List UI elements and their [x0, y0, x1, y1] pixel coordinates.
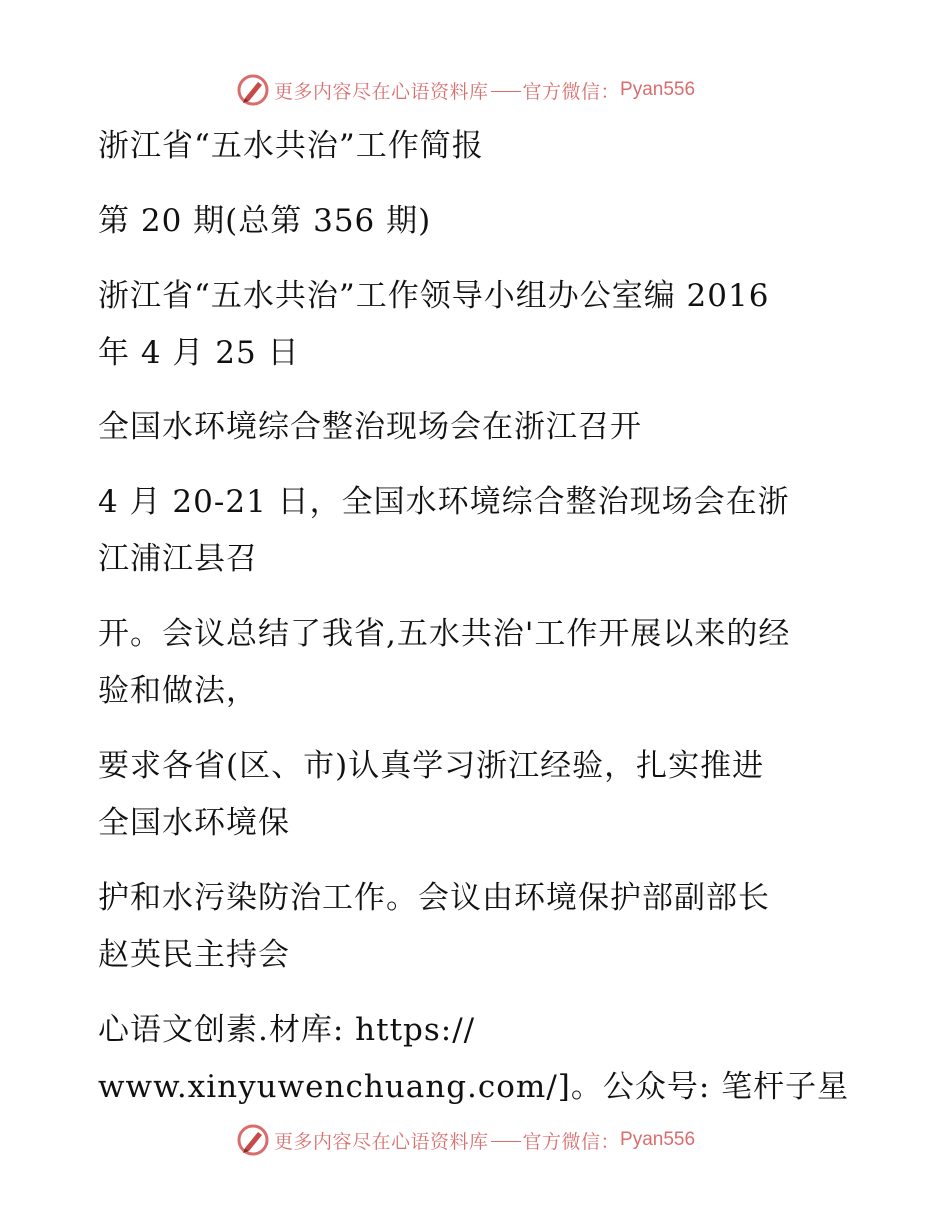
- paragraph-line: 护和水污染防治工作。会议由环境保护部副部长: [98, 880, 770, 916]
- source-url-line: www.xinyuwenchuang.com/]。公众号: 笔杆子星: [98, 1069, 850, 1105]
- issue-number: 第 20 期(总第 356 期): [98, 203, 432, 239]
- watermark-text: 更多内容尽在心语资料库: [274, 80, 489, 103]
- source-line: 心语文创素.材库: https://: [98, 1012, 476, 1048]
- watermark-wechat-id: Pyan556: [620, 79, 696, 100]
- watermark-wechat-id: Pyan556: [620, 1129, 696, 1150]
- watermark-official: 官方微信：: [522, 1130, 621, 1153]
- watermark-footer: [236, 1122, 695, 1158]
- paragraph-line: 全国水环境保: [98, 805, 290, 841]
- watermark-dash: [491, 91, 521, 92]
- paragraph-line: 江浦江县召: [98, 541, 258, 577]
- editor-line: 浙江省“五水共治”工作领导小组办公室编 2016: [98, 278, 770, 314]
- date-line: 年 4 月 25 日: [98, 335, 300, 371]
- paragraph-line: 4 月 20-21 日，全国水环境综合整治现场会在浙: [98, 484, 790, 520]
- watermark-dash: [491, 1141, 521, 1142]
- watermark-header: [236, 72, 695, 108]
- pen-logo-icon: [236, 73, 270, 107]
- watermark-text: 更多内容尽在心语资料库: [274, 1130, 489, 1153]
- document-title: 浙江省“五水共治”工作简报: [98, 128, 484, 164]
- watermark-official: 官方微信：: [522, 80, 621, 103]
- paragraph-line: 开。会议总结了我省,五水共治'工作开展以来的经: [98, 616, 791, 652]
- pen-logo-icon: [236, 1123, 270, 1157]
- article-headline: 全国水环境综合整治现场会在浙江召开: [98, 409, 642, 445]
- paragraph-line: 赵英民主持会: [98, 937, 290, 973]
- paragraph-line: 要求各省(区、市)认真学习浙江经验，扎实推进: [98, 748, 765, 784]
- paragraph-line: 验和做法，: [98, 673, 258, 709]
